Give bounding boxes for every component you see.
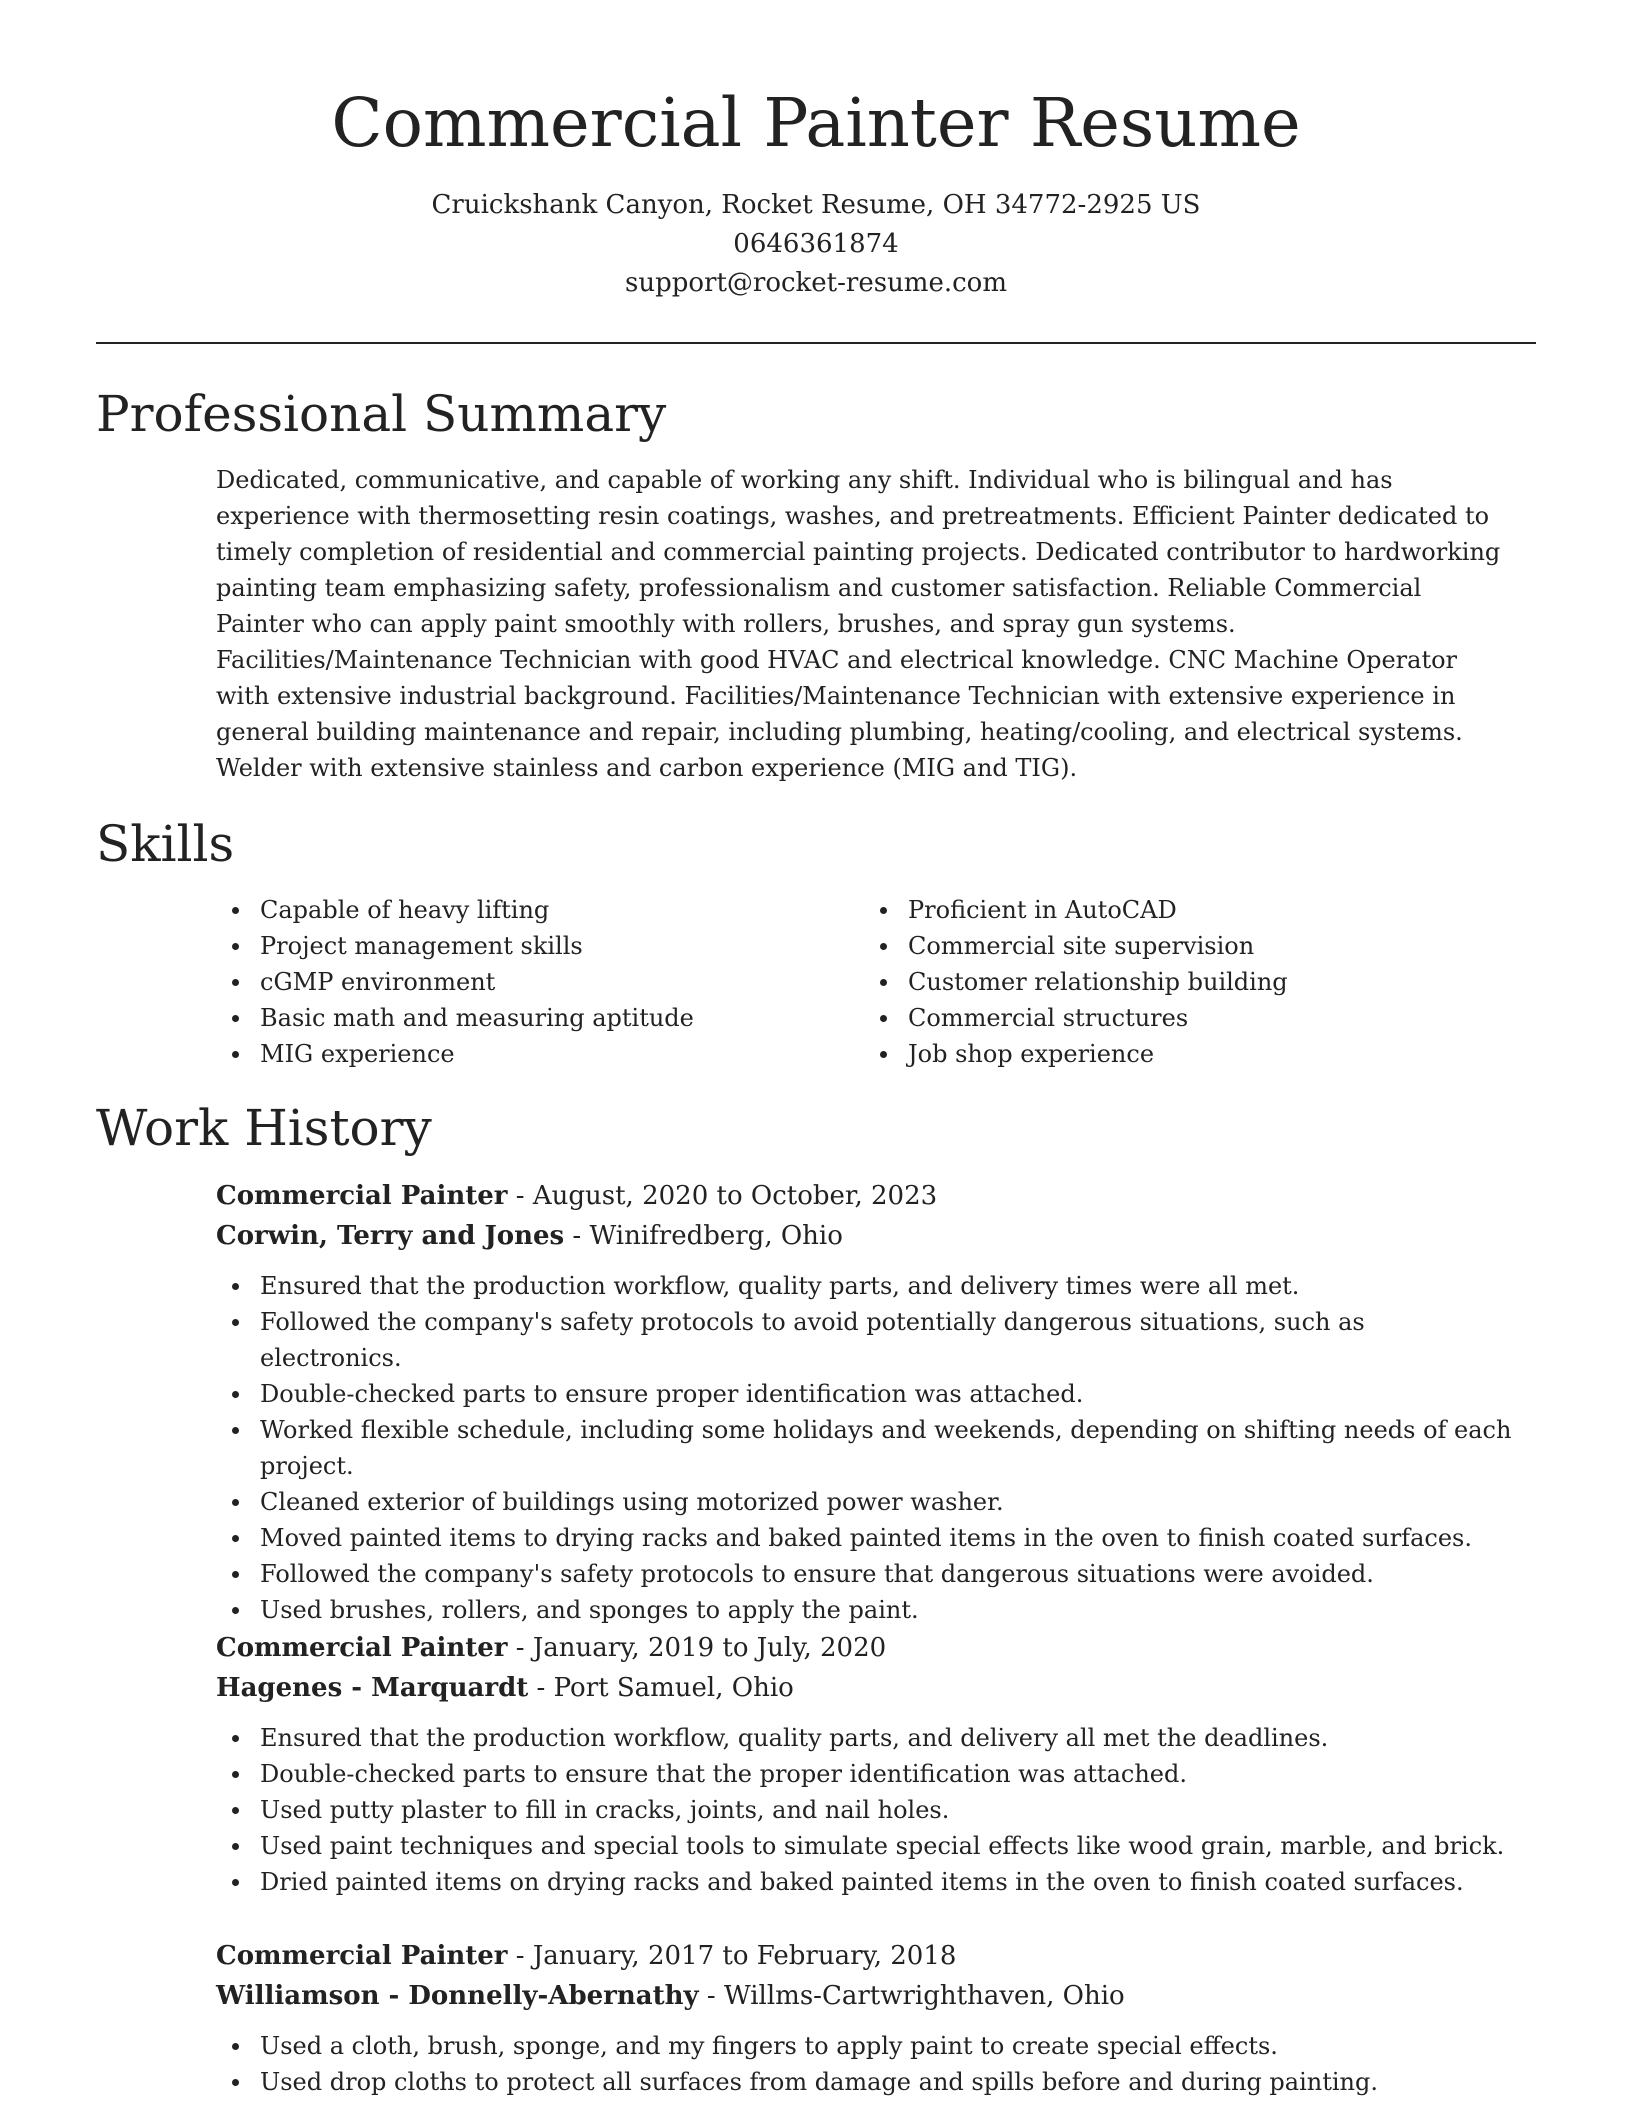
job-bullet: Ensured that the production workflow, quality parts, and delivery times were all met. xyxy=(216,1268,1512,1304)
skills-column-right xyxy=(864,892,1512,1072)
job-bullet: Used putty plaster to fill in cracks, joints, and nail holes. xyxy=(216,1792,1512,1828)
job-dates: August, 2020 to October, 2023 xyxy=(532,1181,938,1211)
job-bullet: Worked flexible schedule, including some holidays and weekends, depending on shifting needs of each project. xyxy=(216,1412,1512,1484)
job-bullet: Used drop cloths to protect all surfaces from damage and spills before and during painting. xyxy=(216,2064,1512,2100)
job-title-line: Commercial Painter - January, 2017 to February, 2018 xyxy=(216,1941,957,1971)
job-bullet: Double-checked parts to ensure proper identification was attached. xyxy=(216,1376,1512,1412)
skills-list xyxy=(216,892,1512,1072)
job-title: Commercial Painter xyxy=(216,1941,508,1971)
job-bullets xyxy=(216,1720,1512,1900)
skill-item: MIG experience xyxy=(216,1036,864,1072)
contact-info xyxy=(0,186,1632,303)
job-location: Port Samuel, Ohio xyxy=(553,1673,794,1703)
skill-item: Proficient in AutoCAD xyxy=(864,892,1512,928)
job-entry xyxy=(216,1936,1512,2100)
job-bullets xyxy=(216,2028,1512,2100)
section-title-summary: Professional Summary xyxy=(96,385,667,443)
job-company-line: Corwin, Terry and Jones - Winifredberg, Ohio xyxy=(216,1221,843,1251)
job-entry xyxy=(216,1628,1512,1900)
contact-email: support@rocket-resume.com xyxy=(624,268,1007,298)
job-bullet: Cleaned exterior of buildings using motorized power washer. xyxy=(216,1484,1512,1520)
job-title-line: Commercial Painter - January, 2019 to July, 2020 xyxy=(216,1633,887,1663)
skill-item: cGMP environment xyxy=(216,964,864,1000)
job-company: Williamson - Donnelly-Abernathy xyxy=(216,1981,699,2011)
job-dates: January, 2017 to February, 2018 xyxy=(532,1941,957,1971)
skills-column-left xyxy=(216,892,864,1072)
section-title-work-history: Work History xyxy=(96,1099,432,1157)
job-company: Hagenes - Marquardt xyxy=(216,1673,529,1703)
job-dates: January, 2019 to July, 2020 xyxy=(532,1633,887,1663)
job-title: Commercial Painter xyxy=(216,1633,508,1663)
job-title-line: Commercial Painter - August, 2020 to October, 2023 xyxy=(216,1181,938,1211)
skill-item: Job shop experience xyxy=(864,1036,1512,1072)
skill-item: Capable of heavy lifting xyxy=(216,892,864,928)
job-bullet: Ensured that the production workflow, quality parts, and delivery all met the deadlines. xyxy=(216,1720,1512,1756)
job-bullets xyxy=(216,1268,1512,1628)
section-title-skills: Skills xyxy=(96,815,235,873)
job-location: Willms-Cartwrighthaven, Ohio xyxy=(723,1981,1125,2011)
job-company: Corwin, Terry and Jones xyxy=(216,1221,565,1251)
job-title: Commercial Painter xyxy=(216,1181,508,1211)
job-bullet: Dried painted items on drying racks and baked painted items in the oven to finish coated surfaces. xyxy=(216,1864,1512,1900)
job-company-line: Williamson - Donnelly-Abernathy - Willms-Cartwrighthaven, Ohio xyxy=(216,1981,1125,2011)
resume-title: Commercial Painter Resume xyxy=(331,84,1301,162)
skill-item: Basic math and measuring aptitude xyxy=(216,1000,864,1036)
skill-item: Project management skills xyxy=(216,928,864,964)
job-bullet: Used brushes, rollers, and sponges to apply the paint. xyxy=(216,1592,1512,1628)
job-bullet: Used a cloth, brush, sponge, and my fingers to apply paint to create special effects. xyxy=(216,2028,1512,2064)
header-divider xyxy=(96,342,1536,344)
job-bullet: Double-checked parts to ensure that the proper identification was attached. xyxy=(216,1756,1512,1792)
contact-phone: 0646361874 xyxy=(733,229,899,259)
skill-item: Customer relationship building xyxy=(864,964,1512,1000)
skill-item: Commercial structures xyxy=(864,1000,1512,1036)
job-bullet: Followed the company's safety protocols to ensure that dangerous situations were avoided. xyxy=(216,1556,1512,1592)
job-bullet: Used paint techniques and special tools to simulate special effects like wood grain, marble, and brick. xyxy=(216,1828,1512,1864)
job-location: Winifredberg, Ohio xyxy=(589,1221,843,1251)
summary-text: Dedicated, communicative, and capable of working any shift. Individual who is bilingual and has experience with thermosetting resin coatings, washes, and pretreatments. Efficient Painter dedicated to timely completion of residential and commercial painting projects. Dedicated contributor to hardworking painting team emphasizing safety, professionalism and customer satisfaction. Reliable Commercial Painter who can apply paint smoothly with rollers, brushes, and spray gun systems. Facilities/Maintenance Technician with good HVAC and electrical knowledge. CNC Machine Operator with extensive industrial background. Facilities/Maintenance Technician with extensive experience in general building maintenance and repair, including plumbing, heating/cooling, and electrical systems. Welder with extensive stainless and carbon experience (MIG and TIG). xyxy=(216,466,1501,782)
job-bullet: Moved painted items to drying racks and baked painted items in the oven to finish coated surfaces. xyxy=(216,1520,1512,1556)
job-company-line: Hagenes - Marquardt - Port Samuel, Ohio xyxy=(216,1673,794,1703)
resume-header xyxy=(0,80,1632,303)
skill-item: Commercial site supervision xyxy=(864,928,1512,964)
job-bullet: Followed the company's safety protocols to avoid potentially dangerous situations, such as electronics. xyxy=(216,1304,1512,1376)
contact-address: Cruickshank Canyon, Rocket Resume, OH 34772-2925 US xyxy=(431,190,1201,220)
job-entry xyxy=(216,1176,1512,1628)
